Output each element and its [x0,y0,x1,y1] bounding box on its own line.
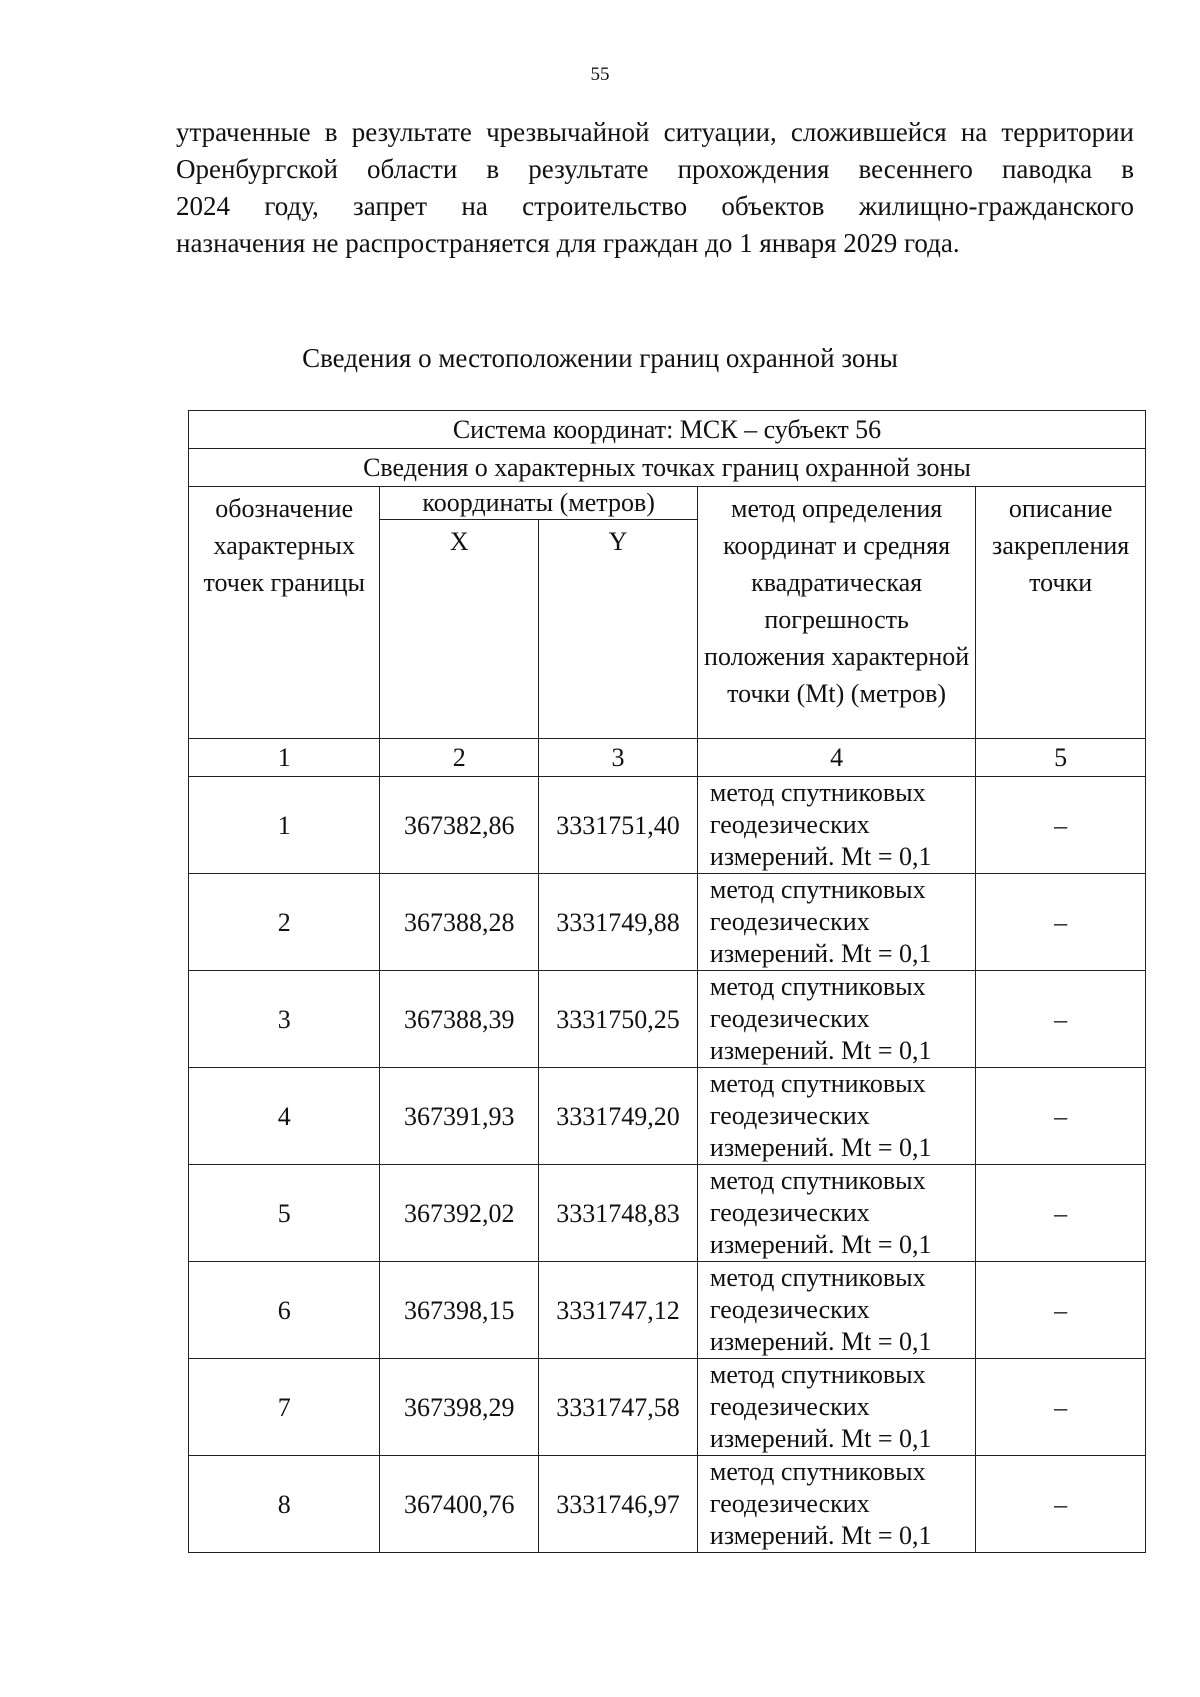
method-header: метод определения координат и средняя квадратическая погрешность положения характерной точки (Mt) (метров) [697,487,975,739]
page-number: 55 [590,64,610,85]
table-row [189,777,1146,874]
description-cell: – [976,1359,1146,1456]
method-cell: метод спутниковых геодезических измерений. Mt = 0,1 [697,1359,975,1456]
intro-line: назначения не распространяется для граждан до 1 января 2029 года. [176,228,960,258]
x-coordinate-cell: 367398,15 [380,1262,539,1359]
header-row [189,487,1146,520]
x-coordinate-cell: 367398,29 [380,1359,539,1456]
description-cell: – [976,1068,1146,1165]
description-header: описание закрепления точки [976,487,1146,739]
method-cell: метод спутниковых геодезических измерений. Mt = 0,1 [697,1262,975,1359]
table-row [189,1262,1146,1359]
table-row [189,874,1146,971]
y-coordinate-cell: 3331749,88 [539,874,698,971]
table-subtitle-cell: Сведения о характерных точках границ охранной зоны [189,449,1146,487]
intro-line: Оренбургской области в результате прохождения весеннего паводка в [176,154,1134,184]
description-cell: – [976,1262,1146,1359]
y-coordinate-cell: 3331747,58 [539,1359,698,1456]
x-coordinate-cell: 367388,28 [380,874,539,971]
description-cell: – [976,777,1146,874]
x-coordinate-cell: 367382,86 [380,777,539,874]
method-cell: метод спутниковых геодезических измерений. Mt = 0,1 [697,1068,975,1165]
point-cell: 6 [189,1262,380,1359]
y-coordinate-cell: 3331749,20 [539,1068,698,1165]
method-cell: метод спутниковых геодезических измерений. Mt = 0,1 [697,971,975,1068]
x-coordinate-cell: 367392,02 [380,1165,539,1262]
method-cell: метод спутниковых геодезических измерений. Mt = 0,1 [697,874,975,971]
point-cell: 5 [189,1165,380,1262]
intro-line: 2024 году, запрет на строительство объектов жилищно-гражданского [176,191,1134,221]
table-row [189,1165,1146,1262]
y-coordinate-cell: 3331747,12 [539,1262,698,1359]
table-row [189,1456,1146,1553]
coordinate-system-cell: Система координат: МСК – субъект 56 [189,411,1146,449]
description-cell: – [976,874,1146,971]
designation-header: обозначение характерных точек границы [189,487,380,739]
point-cell: 4 [189,1068,380,1165]
coordinates-table [188,410,1146,1553]
column-number: 2 [380,739,539,777]
system-row [189,411,1146,449]
point-cell: 8 [189,1456,380,1553]
method-cell: метод спутниковых геодезических измерений. Mt = 0,1 [697,777,975,874]
description-cell: – [976,1456,1146,1553]
point-cell: 3 [189,971,380,1068]
method-cell: метод спутниковых геодезических измерений. Mt = 0,1 [697,1456,975,1553]
point-cell: 1 [189,777,380,874]
y-coordinate-cell: 3331750,25 [539,971,698,1068]
y-coordinate-cell: 3331748,83 [539,1165,698,1262]
point-cell: 2 [189,874,380,971]
x-coordinate-cell: 367391,93 [380,1068,539,1165]
description-cell: – [976,1165,1146,1262]
subtitle-row [189,449,1146,487]
method-cell: метод спутниковых геодезических измерений. Mt = 0,1 [697,1165,975,1262]
intro-paragraph [176,114,1134,262]
intro-line: утраченные в результате чрезвычайной ситуации, сложившейся на территории [176,117,1134,147]
y-coordinate-cell: 3331751,40 [539,777,698,874]
y-header: Y [539,520,698,739]
point-cell: 7 [189,1359,380,1456]
column-number: 3 [539,739,698,777]
x-coordinate-cell: 367400,76 [380,1456,539,1553]
x-header: X [380,520,539,739]
description-cell: – [976,971,1146,1068]
coordinates-header: координаты (метров) [380,487,698,520]
table-row [189,1359,1146,1456]
table-row [189,1068,1146,1165]
column-number: 5 [976,739,1146,777]
table-row [189,971,1146,1068]
column-number: 4 [697,739,975,777]
y-coordinate-cell: 3331746,97 [539,1456,698,1553]
column-number: 1 [189,739,380,777]
x-coordinate-cell: 367388,39 [380,971,539,1068]
section-title: Сведения о местоположении границ охранной зоны [302,343,898,373]
column-number-row [189,739,1146,777]
